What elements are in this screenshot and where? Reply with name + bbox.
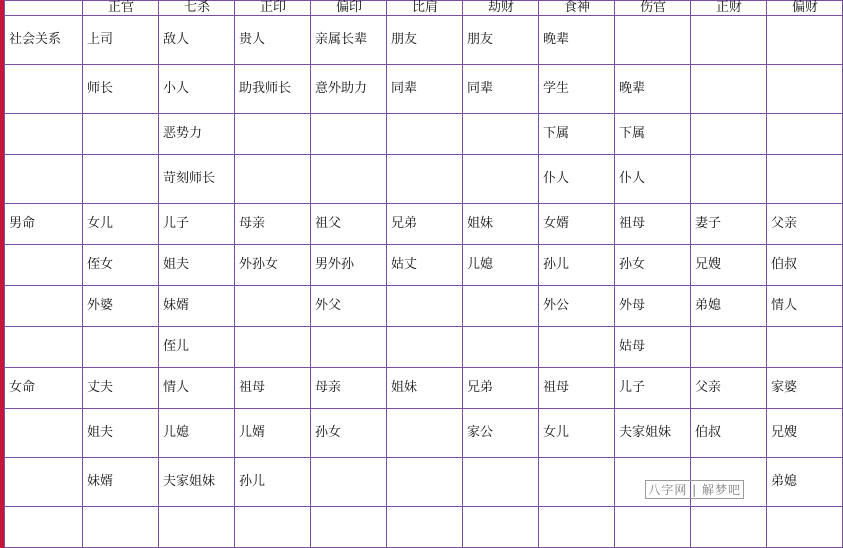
table-row [5,245,843,286]
table-cell: 亲属长辈 [311,16,387,65]
table-cell: 妹婿 [159,286,235,327]
table-cell: 祖父 [311,204,387,245]
table-cell: 外母 [615,286,691,327]
table-cell: 姐妹 [463,204,539,245]
row-label-cell: 社会关系 [5,16,83,65]
watermark-text: 八字网 | 解梦吧 [645,480,744,499]
table-cell [691,327,767,368]
row-label-cell [5,409,83,458]
table-cell: 男外孙 [311,245,387,286]
table-cell: 孙儿 [235,458,311,507]
table-cell: 家公 [463,409,539,458]
table-cell: 父亲 [691,368,767,409]
table-row [5,114,843,155]
table-cell: 侄儿 [159,327,235,368]
table-cell: 儿子 [159,204,235,245]
table-cell: 兄弟 [387,204,463,245]
table-cell: 下属 [615,114,691,155]
table-row [5,507,843,548]
table-cell: 弟媳 [767,458,843,507]
table-row [5,286,843,327]
table-cell [691,155,767,204]
table-cell: 父亲 [767,204,843,245]
table-cell [691,114,767,155]
table-cell: 儿婿 [235,409,311,458]
table-cell: 学生 [539,65,615,114]
table-cell [235,507,311,548]
table-cell: 仆人 [539,155,615,204]
relationship-table [4,0,843,548]
table-cell: 儿子 [615,368,691,409]
table-row [5,16,843,65]
row-label-cell [5,245,83,286]
row-label-cell [5,286,83,327]
table-cell: 外父 [311,286,387,327]
table-cell [387,507,463,548]
table-cell: 姐夫 [159,245,235,286]
table-cell: 夫家姐妹 [615,409,691,458]
table-cell [311,327,387,368]
table-cell [767,327,843,368]
table-cell: 敌人 [159,16,235,65]
table-cell [463,286,539,327]
column-header: 七杀 [159,1,235,16]
watermark [645,480,744,499]
table-row [5,368,843,409]
table-cell [767,65,843,114]
table-cell [83,155,159,204]
table-cell: 女儿 [83,204,159,245]
table-cell [539,458,615,507]
table-cell [83,114,159,155]
table-cell [311,507,387,548]
table-cell: 师长 [83,65,159,114]
column-header: 劫财 [463,1,539,16]
table-cell [463,458,539,507]
table-cell: 女婿 [539,204,615,245]
table-cell [311,458,387,507]
table-cell [463,507,539,548]
table-cell [691,16,767,65]
table-cell: 妻子 [691,204,767,245]
table-row [5,409,843,458]
table-cell: 朋友 [387,16,463,65]
row-label-cell [5,114,83,155]
table-cell [387,327,463,368]
column-header [5,1,83,16]
table-cell: 孙儿 [539,245,615,286]
column-header: 偏财 [767,1,843,16]
table-cell [83,327,159,368]
table-cell: 儿媳 [159,409,235,458]
table-cell [311,155,387,204]
table-cell: 情人 [767,286,843,327]
table-cell: 晚辈 [539,16,615,65]
row-label-cell [5,65,83,114]
column-header: 正印 [235,1,311,16]
table-cell [767,16,843,65]
table-cell [387,114,463,155]
table-body [5,1,843,548]
table-cell [539,507,615,548]
table-row [5,155,843,204]
table-row [5,65,843,114]
row-label-cell [5,155,83,204]
table-header-row [5,1,843,16]
table-cell: 同辈 [463,65,539,114]
table-cell: 姑母 [615,327,691,368]
column-header: 偏印 [311,1,387,16]
table-cell: 丈夫 [83,368,159,409]
column-header: 伤官 [615,1,691,16]
table-cell: 恶势力 [159,114,235,155]
table-cell: 祖母 [615,204,691,245]
table-cell [311,114,387,155]
table-cell [463,327,539,368]
table-cell: 伯叔 [691,409,767,458]
table-cell: 外公 [539,286,615,327]
table-cell: 贵人 [235,16,311,65]
table-cell: 同辈 [387,65,463,114]
table-cell: 母亲 [311,368,387,409]
table-cell [235,327,311,368]
table-cell: 仆人 [615,155,691,204]
table-cell [463,114,539,155]
column-header: 正官 [83,1,159,16]
row-label-cell [5,507,83,548]
table-cell [83,507,159,548]
table-cell [767,155,843,204]
table-cell: 助我师长 [235,65,311,114]
column-header: 食神 [539,1,615,16]
table-cell [387,409,463,458]
table-cell: 孙女 [615,245,691,286]
table-cell: 姐夫 [83,409,159,458]
table-cell: 苛刻师长 [159,155,235,204]
table-cell: 家婆 [767,368,843,409]
table-cell: 伯叔 [767,245,843,286]
table-cell [539,327,615,368]
table-cell [235,155,311,204]
table-cell [615,16,691,65]
table-cell: 兄弟 [463,368,539,409]
table-cell [235,286,311,327]
table-cell [767,114,843,155]
table-cell: 朋友 [463,16,539,65]
table-cell: 姑丈 [387,245,463,286]
table-cell [615,507,691,548]
table-cell: 孙女 [311,409,387,458]
table-cell: 外婆 [83,286,159,327]
row-label-cell: 女命 [5,368,83,409]
table-cell: 弟媳 [691,286,767,327]
table-cell: 晚辈 [615,65,691,114]
table-cell: 侄女 [83,245,159,286]
row-label-cell: 男命 [5,204,83,245]
table-cell: 姐妹 [387,368,463,409]
table-cell [691,65,767,114]
table-cell: 下属 [539,114,615,155]
table-row [5,327,843,368]
table-cell [387,458,463,507]
table-cell: 祖母 [235,368,311,409]
table-cell [463,155,539,204]
column-header: 比肩 [387,1,463,16]
table-row [5,204,843,245]
table-cell: 外孙女 [235,245,311,286]
table-cell: 情人 [159,368,235,409]
table-cell [387,286,463,327]
table-cell: 小人 [159,65,235,114]
table-cell: 妹婿 [83,458,159,507]
table-cell: 女儿 [539,409,615,458]
table-cell: 夫家姐妹 [159,458,235,507]
row-label-cell [5,327,83,368]
table-cell: 兄嫂 [767,409,843,458]
table-cell: 兄嫂 [691,245,767,286]
table-cell [235,114,311,155]
table-cell [767,507,843,548]
table-cell [691,507,767,548]
table-cell: 上司 [83,16,159,65]
table-cell: 母亲 [235,204,311,245]
column-header: 正财 [691,1,767,16]
table-cell: 意外助力 [311,65,387,114]
table-cell [387,155,463,204]
row-label-cell [5,458,83,507]
table-cell: 儿媳 [463,245,539,286]
table-cell: 祖母 [539,368,615,409]
table-cell [159,507,235,548]
